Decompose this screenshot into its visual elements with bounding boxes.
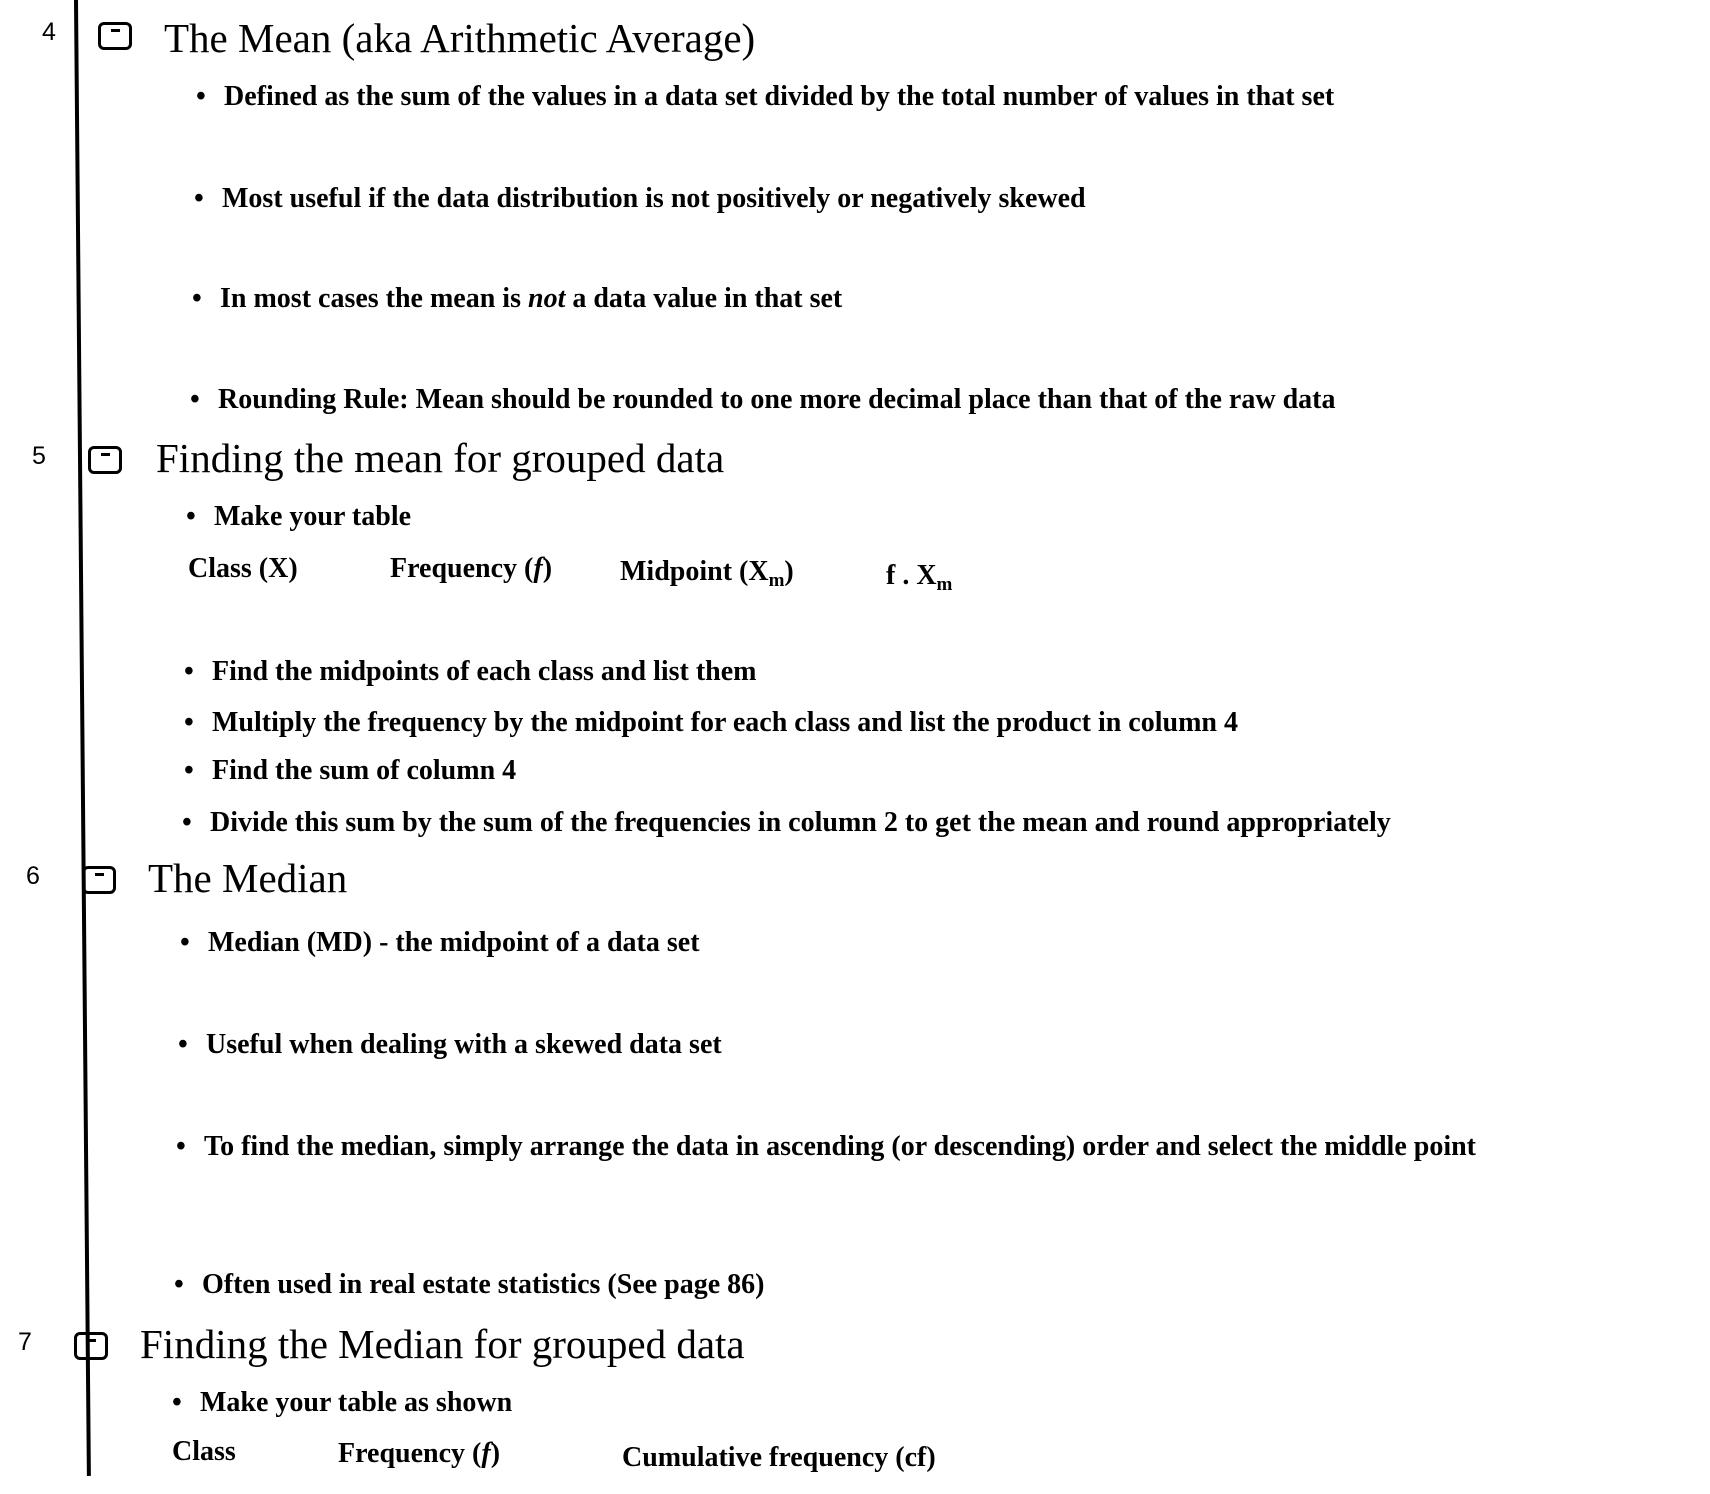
table-header-cumulative: Cumulative frequency (cf) (622, 1442, 936, 1473)
table-header-class: Class (172, 1436, 236, 1467)
bullet-item: • In most cases the mean is not a data value in that set (192, 283, 843, 314)
table-header-product: f . $X_m$ (886, 560, 953, 595)
slide-icon (98, 22, 132, 50)
slide-icon (82, 866, 116, 894)
table-header-class: Class (X) (188, 553, 298, 584)
bullet-item: • Useful when dealing with a skewed data set (178, 1029, 722, 1060)
slide-number: 4 (42, 18, 56, 46)
slide-title: Finding the mean for grouped data (156, 435, 725, 481)
bullet-item: • Make your table as shown (172, 1387, 513, 1418)
slide-title: The Median (148, 855, 348, 901)
slide-title: The Mean (aka Arithmetic Average) (164, 15, 756, 61)
slide-icon (74, 1332, 108, 1360)
bullet-item: • Often used in real estate statistics (See page 86) (174, 1269, 765, 1300)
bullet-item: • Rounding Rule: Mean should be rounded to one more decimal place than that of the raw data (190, 384, 1336, 415)
bullet-item: • Defined as the sum of the values in a data set divided by the total number of values in that set (196, 81, 1335, 112)
bullet-item: • Make your table (186, 501, 412, 532)
bullet-item: • Divide this sum by the sum of the frequencies in column 2 to get the mean and round appropriately (182, 807, 1391, 838)
slide-number: 6 (26, 862, 40, 890)
slide-number: 5 (32, 442, 46, 470)
table-header-midpoint: Midpoint $(X_m)$ (620, 556, 794, 591)
slide-number: 7 (18, 1328, 32, 1356)
slide-title: Finding the Median for grouped data (140, 1321, 745, 1367)
table-header-frequency: Frequency (f) (390, 553, 553, 584)
slide-icon (88, 446, 122, 474)
margin-rule (74, 0, 91, 1476)
bullet-item: • Most useful if the data distribution is not positively or negatively skewed (194, 183, 1086, 214)
bullet-item: • Multiply the frequency by the midpoint for each class and list the product in column 4 (184, 707, 1238, 738)
bullet-item: • Median (MD) - the midpoint of a data set (180, 927, 700, 958)
table-header-frequency: Frequency (f) (338, 1438, 501, 1469)
bullet-item: • To find the median, simply arrange the data in ascending (or descending) order and select the middle point (176, 1131, 1477, 1162)
bullet-item: • Find the sum of column 4 (184, 755, 517, 786)
bullet-item: • Find the midpoints of each class and list them (184, 656, 757, 687)
